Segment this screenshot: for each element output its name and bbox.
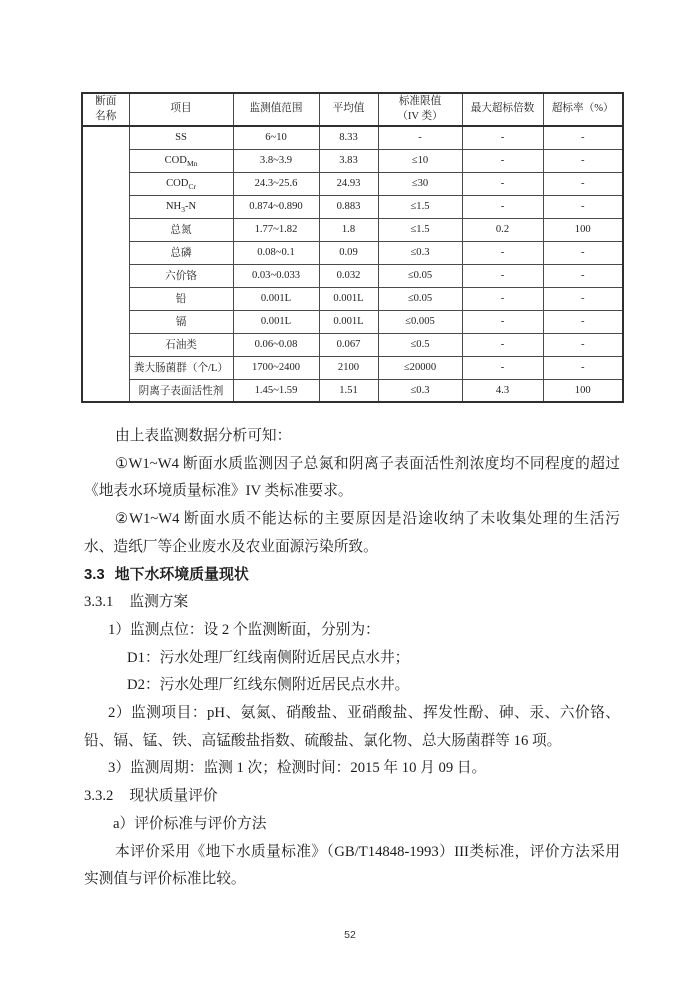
table-cell: ≤0.3	[378, 379, 462, 402]
table-row	[82, 264, 623, 287]
table-cell: SS	[129, 126, 233, 149]
table-cell: ≤0.05	[378, 287, 462, 310]
table-cell: $NH_3-N$	[129, 195, 233, 218]
table-cell: 4.3	[462, 379, 543, 402]
table-cell: 0.067	[319, 333, 378, 356]
heading-3-3	[84, 562, 620, 590]
table-cell: -	[543, 195, 623, 218]
table-cell: -	[378, 126, 462, 149]
table-cell: $COD_{Cr}$	[129, 172, 233, 195]
intro-line: 由上表监测数据分析可知：	[115, 428, 292, 444]
table-cell: -	[462, 310, 543, 333]
table-cell: 镉	[129, 310, 233, 333]
table-cell: ≤1.5	[378, 218, 462, 241]
column-header: 断面 名称	[82, 93, 129, 126]
table-cell: 0.08~0.1	[233, 241, 319, 264]
table-cell: -	[462, 172, 543, 195]
table-cell: ≤0.05	[378, 264, 462, 287]
heading-3-3-2-title: 现状质量评价	[129, 788, 218, 805]
column-header: 平均值	[319, 93, 378, 126]
table-cell: -	[543, 287, 623, 310]
table-row	[82, 356, 623, 379]
column-header: 项目	[129, 93, 233, 126]
list-item-3: 3）监测周期：监测 1 次；检测时间：2015 年 10 月 09 日。	[108, 760, 487, 777]
heading-3-3-1-title: 监测方案	[129, 594, 189, 611]
column-header: 最大超标倍数	[462, 93, 543, 126]
table-row	[82, 195, 623, 218]
table-cell: 24.3~25.6	[233, 172, 319, 195]
table-cell: 0.09	[319, 241, 378, 264]
list-item-1: 1）监测点位：设 2 个监测断面，分别为：	[108, 621, 380, 638]
table-cell: 石油类	[129, 333, 233, 356]
table-cell: 8.33	[319, 126, 378, 149]
table-cell: -	[462, 333, 543, 356]
table-cell: 0.001L	[233, 287, 319, 310]
table-cell: ≤0.3	[378, 241, 462, 264]
table-cell: 铅	[129, 287, 233, 310]
body-text	[84, 423, 620, 894]
table-cell: 总氮	[129, 218, 233, 241]
table-cell: 0.03~0.033	[233, 264, 319, 287]
table-body	[82, 126, 623, 402]
table-cell: 1.77~1.82	[233, 218, 319, 241]
table-cell: ≤0.5	[378, 333, 462, 356]
table-cell: 0.06~0.08	[233, 333, 319, 356]
table-cell: 1700~2400	[233, 356, 319, 379]
table-row	[82, 126, 623, 149]
table-cell: -	[462, 287, 543, 310]
heading-3-3-number: 3.3	[84, 566, 105, 583]
table-cell: -	[462, 126, 543, 149]
section-name-cell	[82, 126, 129, 402]
table-cell: -	[543, 264, 623, 287]
list-item-2: 2）监测项目：pH、氨氮、硝酸盐、亚硝酸盐、挥发性酚、砷、汞、六价铬、铅、镉、锰、铁、高锰酸盐指数、硫酸盐、氯化物、总大肠菌群等 16 项。	[84, 705, 620, 749]
table-cell: ≤0.005	[378, 310, 462, 333]
table-cell: 0.032	[319, 264, 378, 287]
table-cell: 六价铬	[129, 264, 233, 287]
evaluation-paragraph: 本评价采用《地下水质量标准》（GB/T14848-1993）III类标准，评价方法采用实测值与评价标准比较。	[84, 843, 620, 888]
table-cell: 3.83	[319, 149, 378, 172]
table-cell: $COD_{Mn}$	[129, 149, 233, 172]
table-cell: 2100	[319, 356, 378, 379]
table-cell: -	[543, 126, 623, 149]
table-cell: 1.8	[319, 218, 378, 241]
table-cell: 1.45~1.59	[233, 379, 319, 402]
table-row	[82, 149, 623, 172]
table-cell: ≤30	[378, 172, 462, 195]
table-cell: 0.2	[462, 218, 543, 241]
table-row	[82, 287, 623, 310]
table-cell: 100	[543, 218, 623, 241]
table-cell: 3.8~3.9	[233, 149, 319, 172]
table-row	[82, 172, 623, 195]
table-cell: 阴离子表面活性剂	[129, 379, 233, 402]
list-item-d2: D2：污水处理厂红线东侧附近居民点水井。	[127, 677, 410, 694]
table-header	[82, 93, 623, 126]
table-cell: 粪大肠菌群（个/L）	[129, 356, 233, 379]
table-cell: 1.51	[319, 379, 378, 402]
table-cell: 0.001L	[319, 310, 378, 333]
finding-2: ②W1~W4 断面水质不能达标的主要原因是沿途收纳了未收集处理的生活污水、造纸厂等企业废水及农业面源污染所致。	[84, 511, 620, 555]
table-cell: ≤10	[378, 149, 462, 172]
heading-3-3-1-number: 3.3.1	[84, 594, 114, 611]
table-cell: -	[543, 149, 623, 172]
table-cell: ≤20000	[378, 356, 462, 379]
table-cell: -	[462, 264, 543, 287]
table-cell: ≤1.5	[378, 195, 462, 218]
table-cell: 0.883	[319, 195, 378, 218]
heading-3-3-2-number: 3.3.2	[84, 788, 114, 805]
table-cell: -	[543, 310, 623, 333]
table-header-row	[82, 93, 623, 126]
table-cell: -	[543, 241, 623, 264]
table-cell: -	[462, 356, 543, 379]
surface-water-monitoring-table	[81, 92, 624, 403]
table-cell: -	[462, 149, 543, 172]
table-cell: 6~10	[233, 126, 319, 149]
table-cell: 0.001L	[319, 287, 378, 310]
list-item-d1: D1：污水处理厂红线南侧附近居民点水井；	[127, 649, 410, 666]
heading-3-3-2	[84, 783, 620, 811]
column-header: 监测值范围	[233, 93, 319, 126]
table-cell: -	[543, 356, 623, 379]
list-item-a: a）评价标准与评价方法	[113, 815, 267, 832]
table-cell: -	[462, 241, 543, 264]
table-cell: 总磷	[129, 241, 233, 264]
table-cell: 24.93	[319, 172, 378, 195]
table-cell: 0.001L	[233, 310, 319, 333]
table-cell: -	[543, 172, 623, 195]
table-row	[82, 379, 623, 402]
table-row	[82, 218, 623, 241]
heading-3-3-1	[84, 589, 620, 617]
table-cell: 0.874~0.890	[233, 195, 319, 218]
heading-3-3-title: 地下水环境质量现状	[114, 566, 249, 583]
finding-1: ①W1~W4 断面水质监测因子总氮和阴离子表面活性剂浓度均不同程度的超过《地表水环境质量标准》IV 类标准要求。	[84, 455, 620, 500]
table-cell: -	[462, 195, 543, 218]
table-row	[82, 241, 623, 264]
page-number: 52	[344, 929, 356, 941]
table-row	[82, 333, 623, 356]
table-row	[82, 310, 623, 333]
table-cell: -	[543, 333, 623, 356]
table-cell: 100	[543, 379, 623, 402]
column-header: 超标率（%）	[543, 93, 623, 126]
column-header: 标准限值 （IV 类）	[378, 93, 462, 126]
